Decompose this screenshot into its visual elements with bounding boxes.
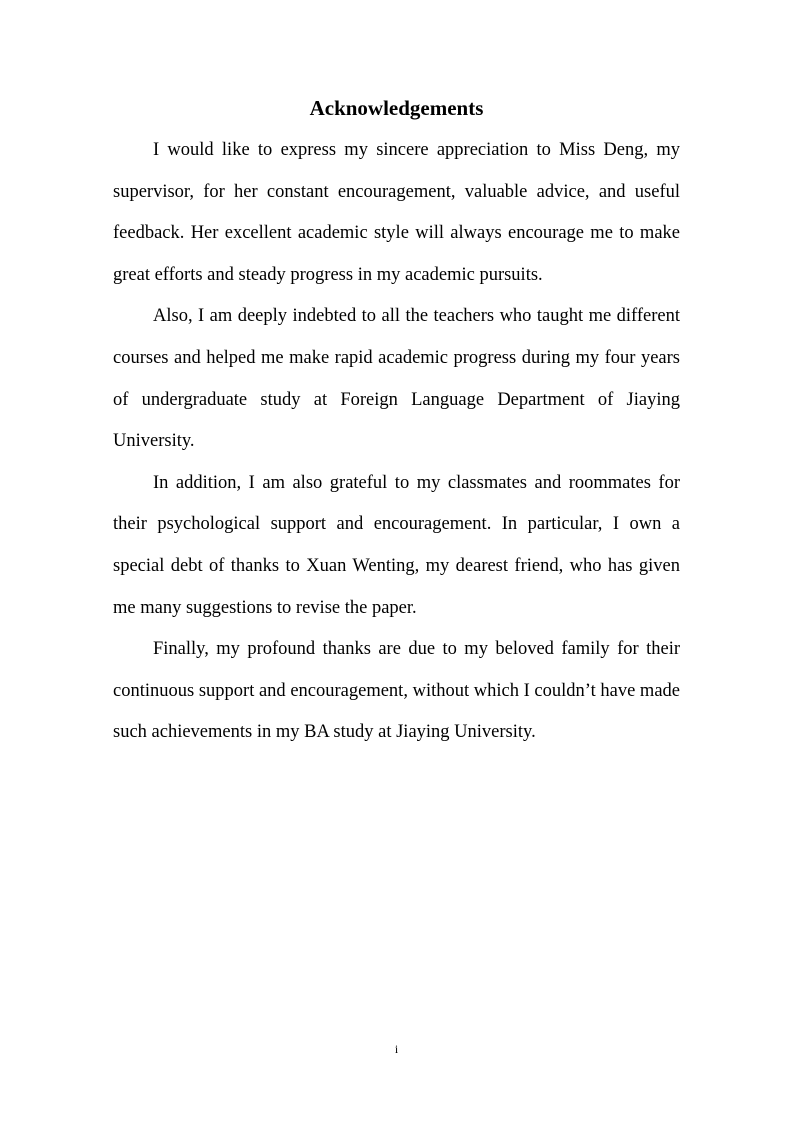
acknowledgements-body [113,130,680,754]
paragraph-supervisor: I would like to express my sincere appreciation to Miss Deng, my supervisor, for her constant encouragement, valuable advice, and useful feedback. Her excellent academic style will always encourage me to make great efforts and steady progress in my academic pursuits. [113,140,680,285]
paragraph-family: Finally, my profound thanks are due to my beloved family for their continuous support and encouragement, without which I couldn’t have made such achievements in my BA study at Jiaying University. [113,639,680,743]
paragraph-teachers: Also, I am deeply indebted to all the teachers who taught me different courses and helped me make rapid academic progress during my four years of undergraduate study at Foreign Language Department of Jiaying University. [113,306,680,452]
page-title: Acknowledgements [309,96,484,120]
paragraph-classmates: In addition, I am also grateful to my classmates and roommates for their psychological support and encouragement. In particular, I own a special debt of thanks to Xuan Wenting, my dearest friend, who has given me many suggestions to revise the paper. [113,472,680,618]
page-number: i [394,1042,399,1056]
